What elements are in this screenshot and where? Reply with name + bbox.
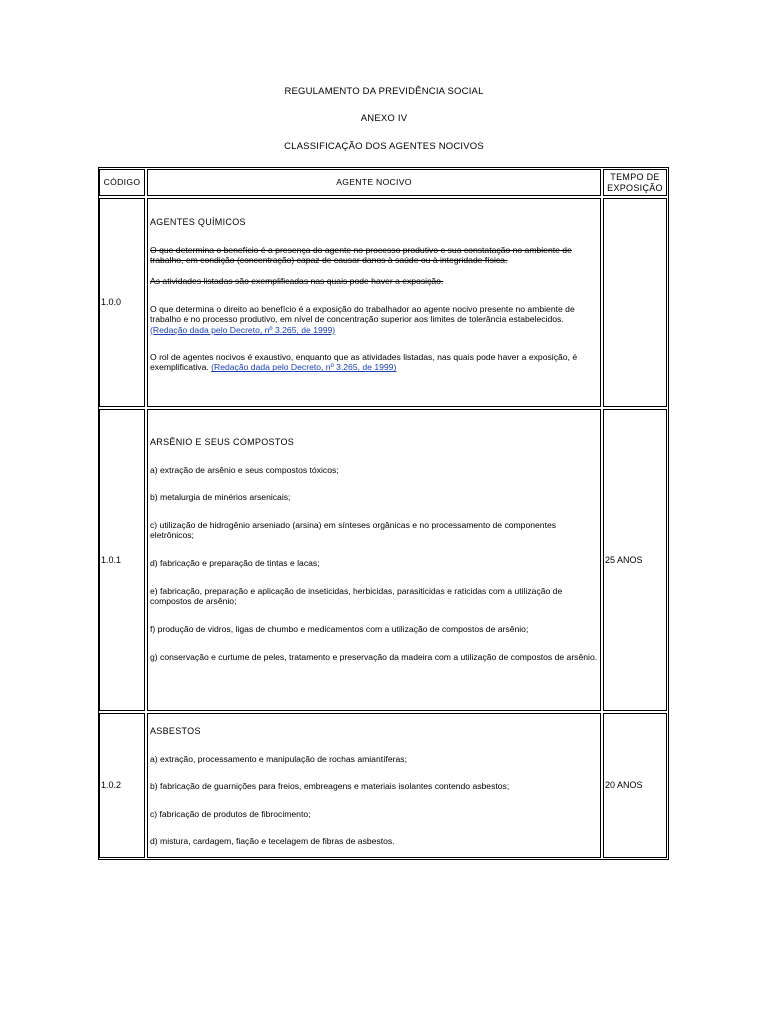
revoked-paragraph: As atividades listadas são exemplificadas nas quais pode haver a exposição.: [150, 276, 444, 286]
row-time-label: 20 ANOS: [605, 780, 643, 791]
document-title: REGULAMENTO DA PREVIDÊNCIA SOCIAL: [284, 86, 484, 97]
list-item: b) metalurgia de minérios arsenicais;: [150, 492, 291, 502]
table-row-time: [603, 713, 667, 858]
list-item: b) fabricação de guarnições para freios, embreagens e materiais isolantes contendo asbestos;: [150, 781, 510, 791]
decree-link[interactable]: (Redação dada pelo Decreto, nº 3.265, de 1999): [211, 362, 397, 373]
row-code-label: 1.0.0: [101, 297, 122, 308]
row-code-label: 1.0.1: [101, 554, 122, 565]
decree-link[interactable]: (Redação dada pelo Decreto, nº 3.265, de 1999): [150, 324, 336, 335]
section-title: CLASSIFICAÇÃO DOS AGENTES NOCIVOS: [284, 141, 484, 152]
revoked-paragraph: O que determina o benefício é a presença do agente no processo produtivo e sua constatação no ambiente de trabalho, em condição (concentração) capaz de causar danos à saúde ou à integridade física.: [150, 245, 572, 266]
table-row-code: [99, 198, 145, 407]
table-row-agent: [147, 713, 601, 858]
header-agent-label: AGENTE NOCIVO: [336, 177, 412, 188]
header-code: [99, 169, 145, 196]
header-code-label: CÓDIGO: [103, 177, 141, 188]
agent-title: AGENTES QUÍMICOS: [150, 217, 246, 227]
table-row-time: [603, 409, 667, 711]
paragraph-text: O rol de agentes nocivos é exaustivo, enquanto que as atividades listadas, nas quais pode haver a exposição, é exemplificativa.: [150, 352, 578, 373]
list-item: d) mistura, cardagem, fiação e tecelagem de fibras de asbestos.: [150, 836, 395, 846]
table-row-time: [603, 198, 667, 407]
header-time: [603, 169, 667, 196]
table-row-agent: [147, 409, 601, 711]
list-item: a) extração, processamento e manipulação de rochas amiantíferas;: [150, 754, 407, 764]
table-row-code: [99, 713, 145, 858]
list-item: c) utilização de hidrogênio arseniado (arsina) em sínteses orgânicas e no processamento de componentes eletrônicos;: [150, 520, 557, 541]
header-agent: [147, 169, 601, 196]
list-item: e) fabricação, preparação e aplicação de inseticidas, herbicidas, parasiticidas e raticidas com a utilização de compostos de arsênio;: [150, 586, 563, 607]
list-item: g) conservação e curtume de peles, tratamento e preservação da madeira com a utilização de compostos de arsênio.: [150, 652, 598, 662]
agent-paragraph: [150, 352, 598, 373]
list-item: a) extração de arsênio e seus compostos tóxicos;: [150, 465, 339, 475]
agent-title: ASBESTOS: [150, 726, 201, 736]
row-time-label: 25 ANOS: [605, 554, 643, 565]
header-time-line1: TEMPO DE: [610, 171, 660, 182]
annex-label: ANEXO IV: [360, 113, 408, 124]
table-row-agent: [147, 198, 601, 407]
table-row-code: [99, 409, 145, 711]
list-item: d) fabricação e preparação de tintas e lacas;: [150, 558, 320, 568]
paragraph-text: O que determina o direito ao benefício é a exposição do trabalhador ao agente nocivo presente no ambiente de trabalho e no processo produtivo, em nível de concentração superior aos limites de tolerância estabelecidos.: [150, 304, 575, 325]
row-code-label: 1.0.2: [101, 780, 122, 791]
list-item: f) produção de vidros, ligas de chumbo e medicamentos com a utilização de compostos de arsênio;: [150, 624, 529, 634]
agent-title: ARSÊNIO E SEUS COMPOSTOS: [150, 437, 295, 447]
agent-paragraph: [150, 304, 598, 335]
list-item: c) fabricação de produtos de fibrocimento;: [150, 809, 311, 819]
header-time-line2: EXPOSIÇÃO: [607, 182, 663, 193]
